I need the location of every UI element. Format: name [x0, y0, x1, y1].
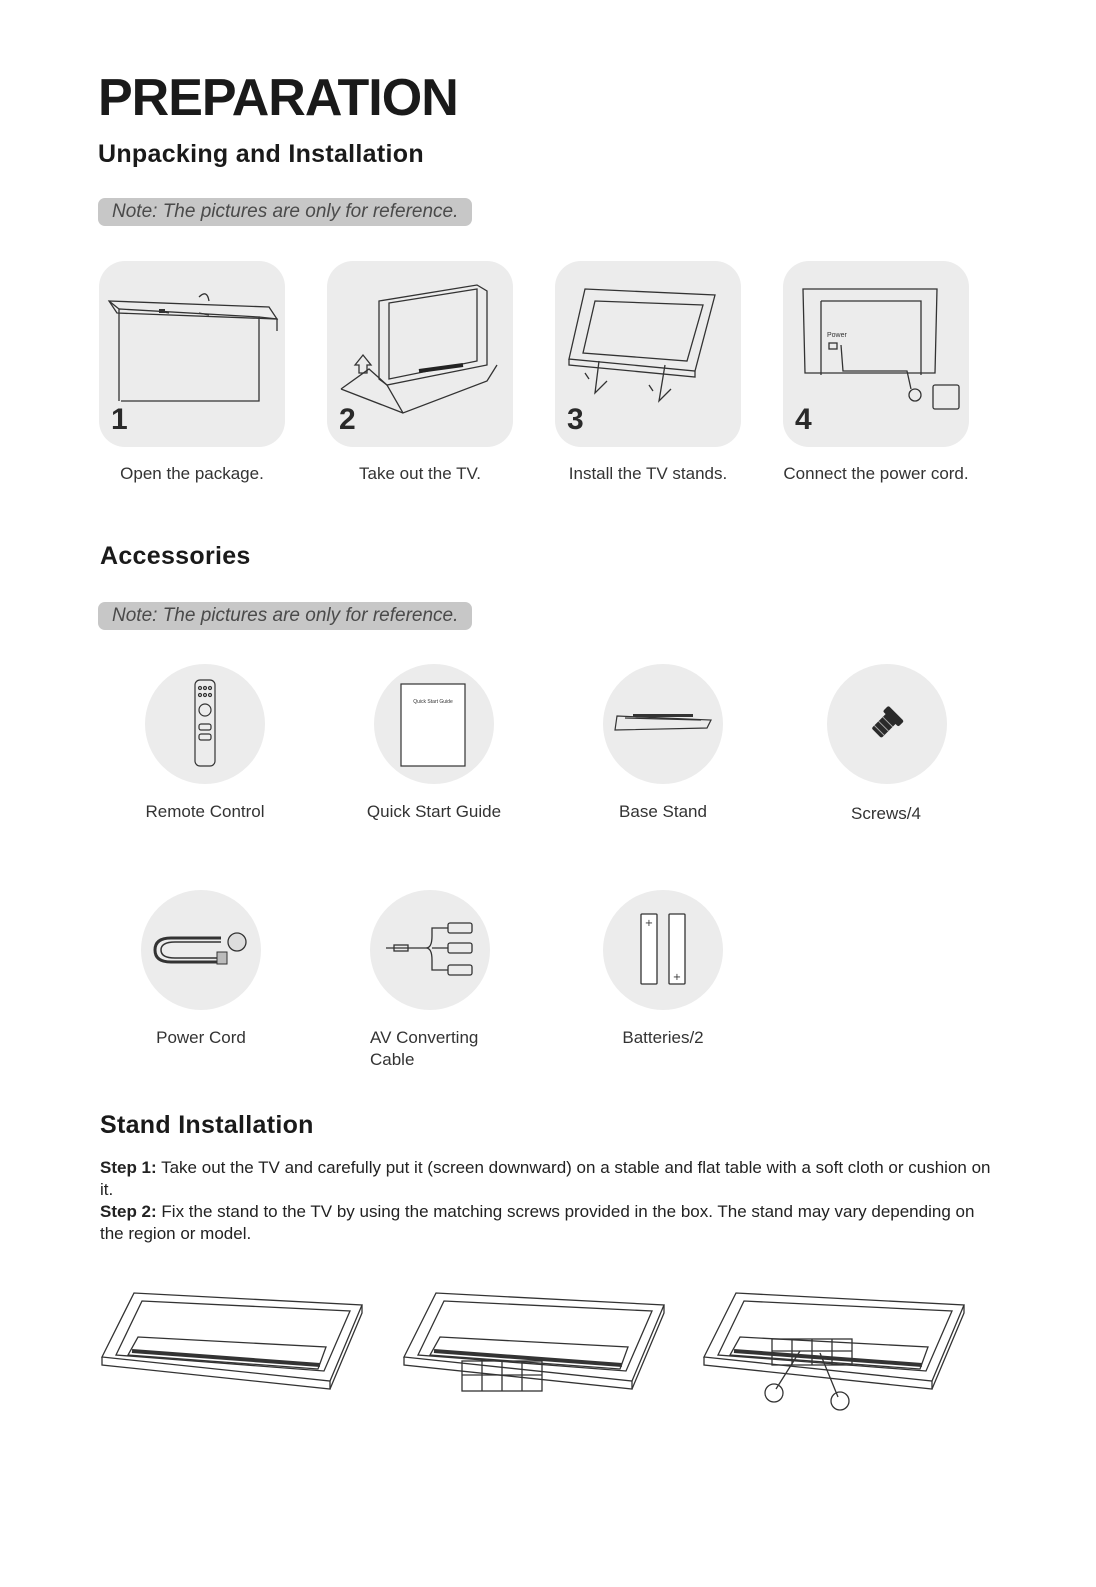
accessories-heading: Accessories [100, 542, 251, 570]
base-stand-item [603, 664, 723, 784]
quick-start-guide-icon [374, 664, 494, 784]
batteries-item [603, 890, 723, 1010]
accessory-label-screws: Screws/4 [851, 804, 921, 823]
attach-stand-icon [400, 1285, 668, 1415]
unpacking-note: Note: The pictures are only for reference. [98, 198, 472, 226]
step-number-2: 2 [339, 403, 356, 436]
power-cord-icon [141, 890, 261, 1010]
base-stand-icon [603, 664, 723, 784]
power-label: Power [827, 332, 847, 339]
step-caption-1: Open the package. [120, 464, 264, 483]
accessory-label-guide: Quick Start Guide [366, 802, 502, 821]
accessory-label-remote: Remote Control [145, 802, 265, 821]
accessories-note: Note: The pictures are only for reference. [98, 602, 472, 630]
power-cord-item [141, 890, 261, 1010]
step-caption-3: Install the TV stands. [568, 464, 728, 483]
step1-text: Take out the TV and carefully put it (screen downward) on a stable and flat table with a soft cloth or cushion on it. [100, 1158, 991, 1199]
step-caption-4: Connect the power cord. [783, 464, 969, 483]
av-cable-icon [370, 890, 490, 1010]
step-card-1 [99, 261, 285, 447]
step-number-3: 3 [567, 403, 584, 436]
svg-text:+: + [644, 918, 654, 929]
step-number-1: 1 [111, 403, 128, 436]
step-card-3 [555, 261, 741, 447]
step2-text: Fix the stand to the TV by using the matching screws provided in the box. The stand may vary depending on the region or model. [100, 1202, 975, 1243]
step1-label: Step 1: [100, 1158, 157, 1177]
accessory-label-av-cable: AV Converting Cable [370, 1028, 479, 1069]
av-cable-item [370, 890, 490, 1010]
stand-diagram-2 [400, 1285, 668, 1415]
step-number-4: 4 [795, 403, 812, 436]
fasten-screws-icon [700, 1285, 968, 1415]
step-card-2 [327, 261, 513, 447]
accessory-label-batteries: Batteries/2 [622, 1028, 704, 1047]
screws-item [827, 664, 947, 784]
stand-installation-heading: Stand Installation [100, 1111, 314, 1139]
svg-text:+: + [672, 972, 682, 983]
stand-diagram-3 [700, 1285, 968, 1415]
guide-cover-text: Quick Start Guide [413, 699, 453, 705]
accessory-label-power-cord: Power Cord [156, 1028, 246, 1047]
stand-instructions [100, 1157, 1000, 1245]
unpacking-heading: Unpacking and Installation [98, 140, 424, 168]
screw-icon [827, 664, 947, 784]
stand-diagram-1 [98, 1285, 366, 1415]
batteries-icon [603, 890, 723, 1010]
step-caption-2: Take out the TV. [359, 464, 481, 483]
page-title: PREPARATION [98, 69, 458, 127]
remote-control-icon [145, 664, 265, 784]
step-card-4 [783, 261, 969, 447]
quick-start-guide-item [374, 664, 494, 784]
remote-control-item [145, 664, 265, 784]
accessory-label-base-stand: Base Stand [619, 802, 707, 821]
step2-label: Step 2: [100, 1202, 157, 1221]
tv-face-down-icon [98, 1285, 366, 1415]
